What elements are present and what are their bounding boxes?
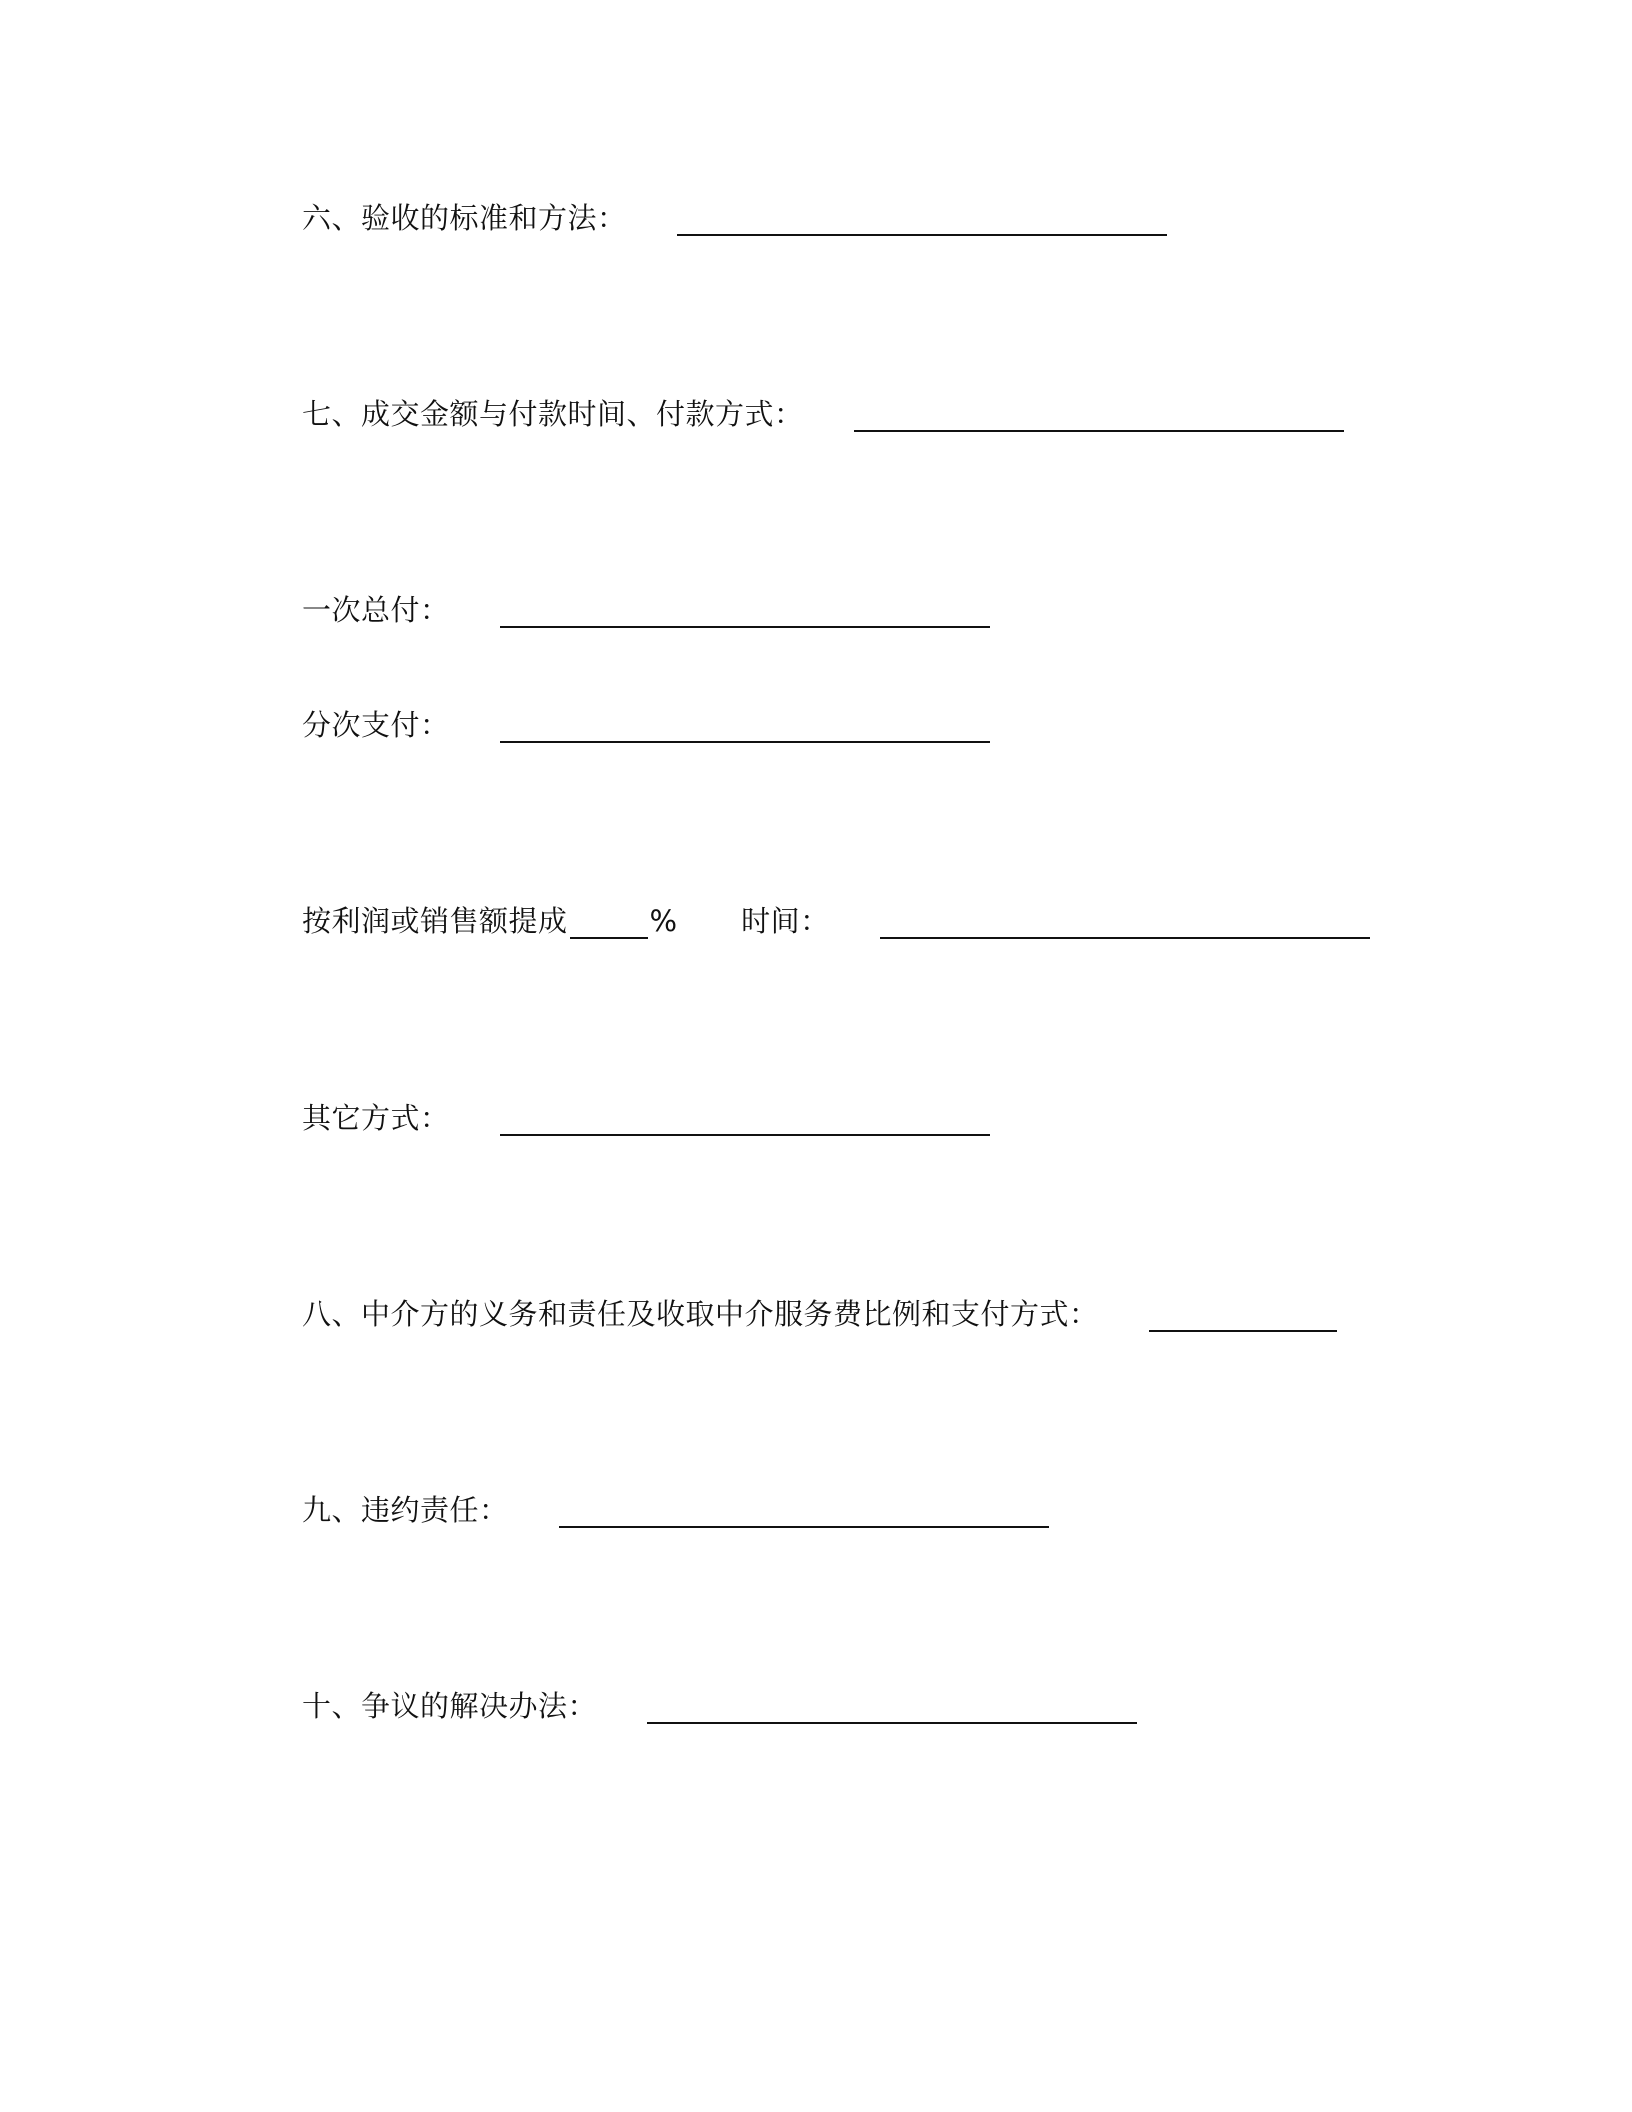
dispute-resolution-blank[interactable] bbox=[647, 1722, 1137, 1724]
commission-row bbox=[302, 893, 1370, 941]
breach-liability-row bbox=[302, 1482, 1049, 1530]
commission-label: 按利润或销售额提成 bbox=[302, 904, 568, 938]
acceptance-standard-label: 六、验收的标准和方法： bbox=[302, 201, 627, 235]
intermediary-duties-row bbox=[302, 1286, 1337, 1334]
dispute-resolution-label: 十、争议的解决办法： bbox=[302, 1689, 598, 1723]
commission-percent-blank[interactable] bbox=[570, 937, 648, 939]
payment-terms-label: 七、成交金额与付款时间、付款方式： bbox=[302, 397, 804, 431]
lump-sum-label: 一次总付： bbox=[302, 593, 450, 627]
commission-time-label: 时间： bbox=[741, 904, 830, 938]
other-methods-row bbox=[302, 1090, 990, 1138]
installment-blank[interactable] bbox=[500, 741, 990, 743]
payment-terms-blank[interactable] bbox=[854, 430, 1344, 432]
commission-time-blank[interactable] bbox=[880, 937, 1370, 939]
breach-liability-label: 九、违约责任： bbox=[302, 1493, 509, 1527]
acceptance-standard-row bbox=[302, 190, 1167, 238]
percent-sign: % bbox=[649, 904, 678, 938]
lump-sum-blank[interactable] bbox=[500, 626, 990, 628]
dispute-resolution-row bbox=[302, 1678, 1137, 1726]
acceptance-standard-blank[interactable] bbox=[677, 234, 1167, 236]
other-methods-label: 其它方式： bbox=[302, 1101, 450, 1135]
installment-row bbox=[302, 697, 990, 745]
payment-terms-row bbox=[302, 386, 1344, 434]
installment-label: 分次支付： bbox=[302, 708, 450, 742]
intermediary-duties-blank[interactable] bbox=[1149, 1330, 1337, 1332]
lump-sum-row bbox=[302, 582, 990, 630]
other-methods-blank[interactable] bbox=[500, 1134, 990, 1136]
intermediary-duties-label: 八、中介方的义务和责任及收取中介服务费比例和支付方式： bbox=[302, 1297, 1099, 1331]
breach-liability-blank[interactable] bbox=[559, 1526, 1049, 1528]
